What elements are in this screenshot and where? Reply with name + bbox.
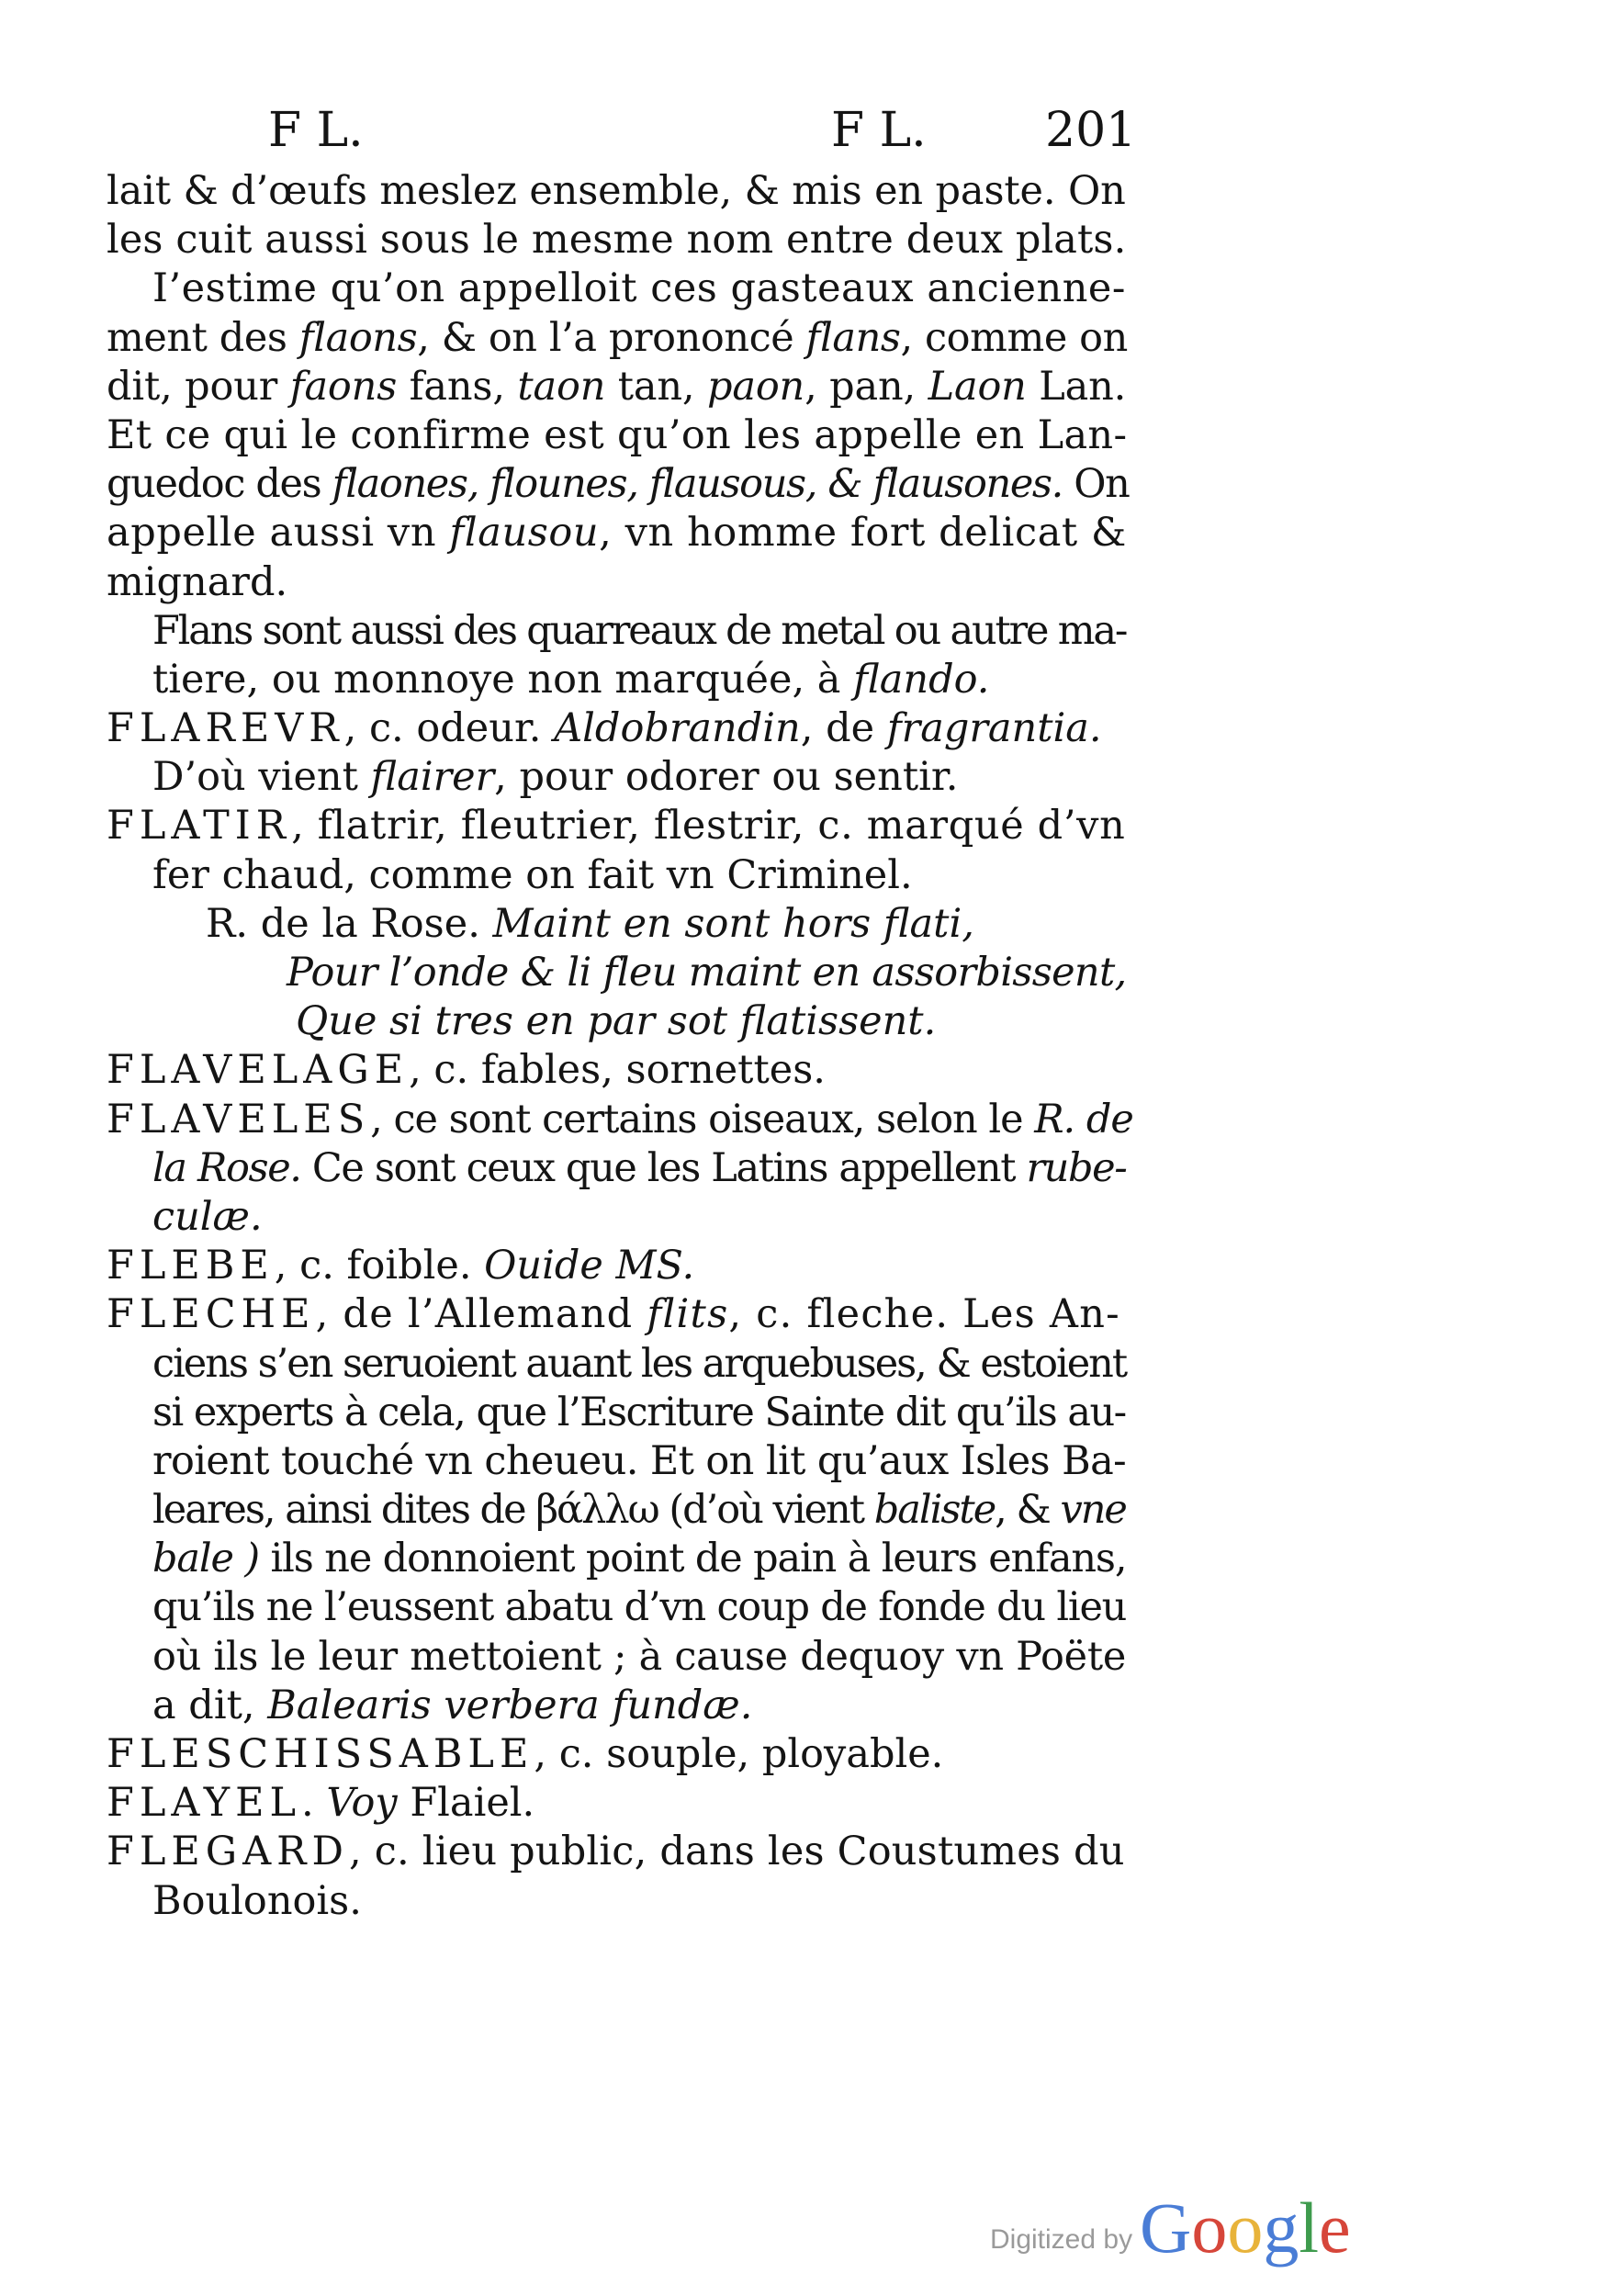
google-logo-letter: l [1299,2188,1320,2268]
text-line [107,1242,1126,1290]
text-segment: tiere, ou monnoye non marquée, à [152,656,854,703]
italic-text: taon [517,363,606,410]
text-line [107,1290,1126,1339]
italic-text: rube- [1026,1144,1127,1191]
text-line [107,997,1126,1046]
italic-text: flaones, flounes, flausous, & flausones. [332,461,1063,508]
text-segment: D’où vient [152,754,371,801]
italic-text: flans [805,314,901,361]
italic-text: flairer [370,754,495,801]
text-line [107,704,1126,753]
page-number: 201 [1045,103,1137,158]
italic-text: R. de [1034,1096,1133,1142]
italic-text: flits [647,1291,729,1338]
text-segment: I’estime qu’on appelloit ces gasteaux ancienne- [152,265,1126,312]
italic-text: Que si tres en par sot flatissent. [296,998,937,1045]
text-line [107,167,1126,216]
text-segment: , flatrir, fleutrier, flestrir, c. marqué d’vn [291,803,1126,850]
google-logo [1140,2188,1357,2270]
italic-text: flando. [853,656,990,703]
text-line [107,460,1130,509]
italic-text: flaons [298,314,418,361]
text-segment: fer chaud, comme on fait vn Criminel. [152,851,913,898]
italic-text: baliste [873,1487,996,1534]
text-segment: , & [995,1487,1061,1534]
text-segment: guedoc des [107,461,332,508]
text-line [107,1144,1126,1193]
italic-text: Balearis verbera fundæ. [267,1682,753,1728]
italic-text: la Rose. [152,1144,301,1191]
entry-headword: FLAVELAGE [107,1047,410,1094]
text-segment: R. de la Rose. [206,900,493,947]
text-line [107,1437,1126,1486]
entry-headword: FLESCHISSABLE [107,1731,534,1777]
text-line [107,1389,1126,1437]
text-line [107,1583,1126,1632]
text-segment: On [1062,461,1130,508]
text-segment: Lan. [1026,363,1127,410]
google-logo-letter: o [1191,2188,1228,2268]
text-line [107,314,1126,363]
google-logo-letter: g [1263,2188,1299,2268]
google-logo-letter: G [1140,2188,1192,2268]
text-line [107,1730,1126,1779]
text-segment: appelle aussi vn [107,510,450,557]
entry-headword: FLAYEL [107,1780,302,1827]
text-segment: Flans sont aussi des quarreaux de metal ou autre ma- [152,607,1127,654]
italic-text: flausou [449,510,600,557]
google-logo-letter: o [1227,2188,1264,2268]
text-segment: Ce sont ceux que les Latins appellent [300,1144,1027,1191]
entry-headword: FLEGARD [107,1829,350,1875]
text-line [107,509,1126,557]
dictionary-text-column [107,167,1133,1926]
text-segment: , c. foible. [274,1243,485,1289]
entry-headword: FLATIR [107,803,292,850]
text-line [107,216,1126,264]
text-line [107,1535,1126,1583]
text-segment: roient touché vn cheueu. Et on lit qu’aux Isles Ba- [152,1437,1127,1484]
entry-headword: FLAREVR [107,705,344,752]
text-line [107,1633,1126,1682]
text-line [107,656,1126,704]
text-segment: , & on l’a prononcé [417,314,806,361]
text-segment: , c. lieu public, dans les Coustumes du [349,1829,1125,1875]
text-segment: , c. souple, ployable. [534,1731,944,1777]
text-segment: . [301,1780,327,1827]
italic-text: paon [706,363,805,410]
text-line [107,1682,1126,1730]
text-segment: lait & d’œufs meslez ensemble, & mis en paste. On [107,168,1126,214]
text-line [107,411,1126,460]
text-line [107,1193,1126,1242]
italic-text: bale ) [152,1536,260,1582]
text-segment: ment des [107,314,299,361]
italic-text: culæ. [152,1193,263,1240]
text-segment: , vn homme fort delicat & [599,510,1127,557]
text-line [107,900,1126,949]
text-line [107,851,1126,900]
text-segment: , c. odeur. [343,705,555,752]
entry-headword: FLEBE [107,1243,275,1289]
text-segment: , pan, [804,363,928,410]
text-segment: Et ce qui le confirme est qu’on les appelle en Lan- [107,411,1128,458]
text-segment: tan, [605,363,707,410]
text-segment: a dit, [152,1682,255,1728]
text-line [107,363,1126,411]
text-line [107,1340,1126,1389]
italic-text: Aldobrandin [554,705,801,752]
text-segment: , c. fables, sornettes. [409,1047,826,1094]
italic-text: fragrantia. [886,705,1102,752]
text-segment: ciens s’en seruoient auant les arquebuses, & estoient [152,1340,1127,1387]
italic-text: Pour l’onde & li fleu maint en assorbissent, [287,950,1127,996]
running-header [0,103,1620,167]
text-line [107,1877,1126,1926]
google-logo-letter: e [1319,2188,1351,2268]
text-line [107,1046,1126,1095]
text-line [107,802,1126,850]
text-segment: leares, ainsi dites de βάλλω (d’où vient [152,1487,874,1534]
text-segment: les cuit aussi sous le mesme nom entre deux plats. [107,217,1127,264]
italic-text: Voy [326,1780,398,1827]
text-line [107,1828,1126,1876]
google-logo-text [1140,2188,1351,2268]
italic-text: faons [289,363,398,410]
italic-text: Laon [928,363,1027,410]
digitized-by-label: Digitized by [990,2224,1133,2255]
text-segment: , de l’Allemand [315,1291,647,1338]
text-segment: , pour odorer ou sentir. [494,754,959,801]
text-segment: ils ne donnoient point de pain à leurs enfans, [259,1536,1127,1582]
text-segment: , ce sont certains oiseaux, selon le [370,1096,1035,1142]
text-segment: qu’ils ne l’eussent abatu d’vn coup de fonde du lieu [152,1584,1127,1631]
text-line [107,1486,1126,1535]
text-segment: , c. fleche. Les An- [728,1291,1120,1338]
text-segment: où ils le leur mettoient ; à cause dequoy vn Poëte [152,1633,1126,1680]
text-line [107,949,1126,997]
header-left-heading: F L. [268,103,364,158]
italic-text: vne [1060,1487,1126,1534]
italic-text: Ouide MS. [484,1243,695,1289]
text-segment [255,1683,268,1728]
text-segment: dit, pour [107,363,290,410]
text-segment: Boulonois. [152,1877,362,1924]
text-line [107,264,1126,313]
text-segment: , de [800,705,887,752]
text-segment: , comme on [900,314,1128,361]
text-segment: mignard. [107,558,288,605]
text-line [107,607,1126,656]
text-line [107,1096,1133,1144]
text-segment: Flaiel. [397,1780,535,1827]
entry-headword: FLAVELES [107,1096,371,1142]
text-segment: si experts à cela, que l’Escriture Sainte dit qu’ils au- [152,1389,1126,1435]
text-line [107,1779,1126,1828]
entry-headword: FLECHE [107,1291,316,1338]
digitized-by-google-watermark [990,2188,1357,2270]
text-line [107,753,1126,802]
text-line [107,558,1126,607]
header-right-heading: F L. [831,103,927,158]
italic-text: Maint en sont hors flati, [492,900,974,947]
text-segment: fans, [397,363,518,410]
